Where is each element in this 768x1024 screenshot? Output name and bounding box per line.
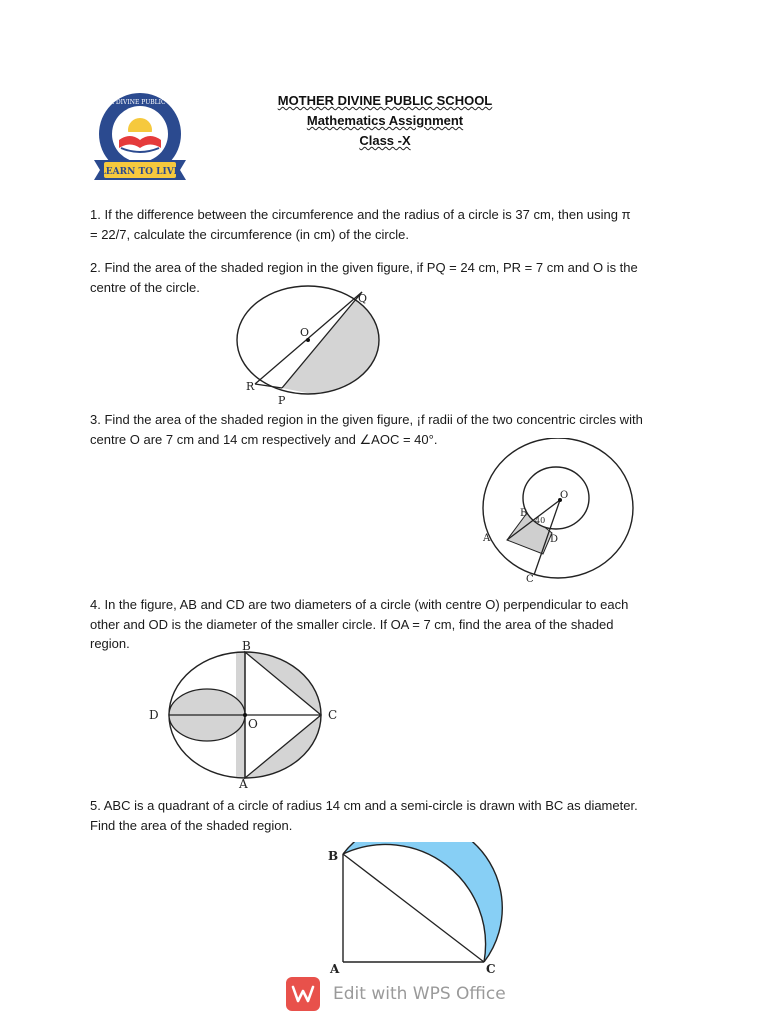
school-title: MOTHER DIVINE PUBLIC SCHOOL bbox=[277, 93, 493, 108]
question-5 bbox=[90, 796, 690, 835]
wps-logo-icon bbox=[286, 977, 320, 1011]
fig2-label-r: R bbox=[246, 380, 255, 393]
fig4-label-c: C bbox=[328, 708, 338, 722]
fig3-angle: 40 bbox=[535, 516, 546, 525]
logo-ribbon-text: LEARN TO LIVE bbox=[99, 167, 181, 177]
question-4-line-2: other and OD is the diameter of the smaller circle. If OA = 7 cm, find the area of the shaded bbox=[90, 616, 614, 632]
class-title: Class -X bbox=[359, 133, 411, 148]
fig4-label-d: D bbox=[149, 708, 159, 722]
question-1-line-1: 1. If the difference between the circumference and the radius of a circle is 37 cm, then using π bbox=[90, 207, 631, 222]
question-3-line-2: centre O are 7 cm and 14 cm respectively and ∠AOC = 40°. bbox=[90, 431, 438, 447]
fig5-label-a: A bbox=[330, 962, 340, 976]
fig3-label-c: C bbox=[526, 574, 534, 585]
wps-edit-label[interactable]: Edit with WPS Office bbox=[333, 984, 506, 1004]
fig2-label-q: Q bbox=[358, 292, 368, 305]
fig3-label-o: O bbox=[560, 490, 569, 501]
question-5-line-2: Find the area of the shaded region. bbox=[90, 817, 293, 833]
question-2 bbox=[90, 258, 690, 297]
question-2-line-2: centre of the circle. bbox=[90, 279, 200, 295]
figure-2 bbox=[228, 280, 388, 410]
fig2-label-p: P bbox=[278, 394, 286, 407]
figure-4 bbox=[146, 638, 356, 790]
fig4-label-b: B bbox=[242, 639, 251, 653]
fig3-label-b: B bbox=[520, 508, 528, 519]
question-5-line-1: 5. ABC is a quadrant of a circle of radius 14 cm and a semi-circle is drawn with BC as diameter. bbox=[90, 798, 638, 813]
question-4-line-3: region. bbox=[90, 636, 130, 651]
assignment-title: Mathematics Assignment bbox=[306, 113, 464, 128]
wps-edit-banner[interactable] bbox=[286, 976, 506, 1012]
logo-ring-text: MOTHER DIVINE PUBLIC SCHOOL bbox=[88, 99, 192, 106]
fig3-label-a: A bbox=[483, 533, 491, 544]
school-logo bbox=[88, 90, 192, 186]
question-4-line-1: 4. In the figure, AB and CD are two diameters of a circle (with centre O) perpendicular to each bbox=[90, 597, 629, 612]
figure-5 bbox=[320, 842, 520, 977]
question-1 bbox=[90, 205, 690, 244]
question-1-line-2: = 22/7, calculate the circumference (in cm) of the circle. bbox=[90, 226, 409, 242]
figure-3 bbox=[476, 438, 646, 588]
fig4-label-a: A bbox=[239, 777, 248, 790]
question-2-line-1: 2. Find the area of the shaded region in the given figure, if PQ = 24 cm, PR = 7 cm and O is the bbox=[90, 260, 638, 275]
question-3-line-1: 3. Find the area of the shaded region in the given figure, ¡f radii of the two concentric circles with bbox=[90, 412, 643, 427]
fig3-label-d: D bbox=[550, 534, 559, 545]
fig4-label-o: O bbox=[248, 717, 258, 731]
fig2-label-o: O bbox=[300, 326, 310, 339]
fig5-label-c: C bbox=[486, 962, 496, 976]
fig5-label-b: B bbox=[328, 849, 339, 863]
